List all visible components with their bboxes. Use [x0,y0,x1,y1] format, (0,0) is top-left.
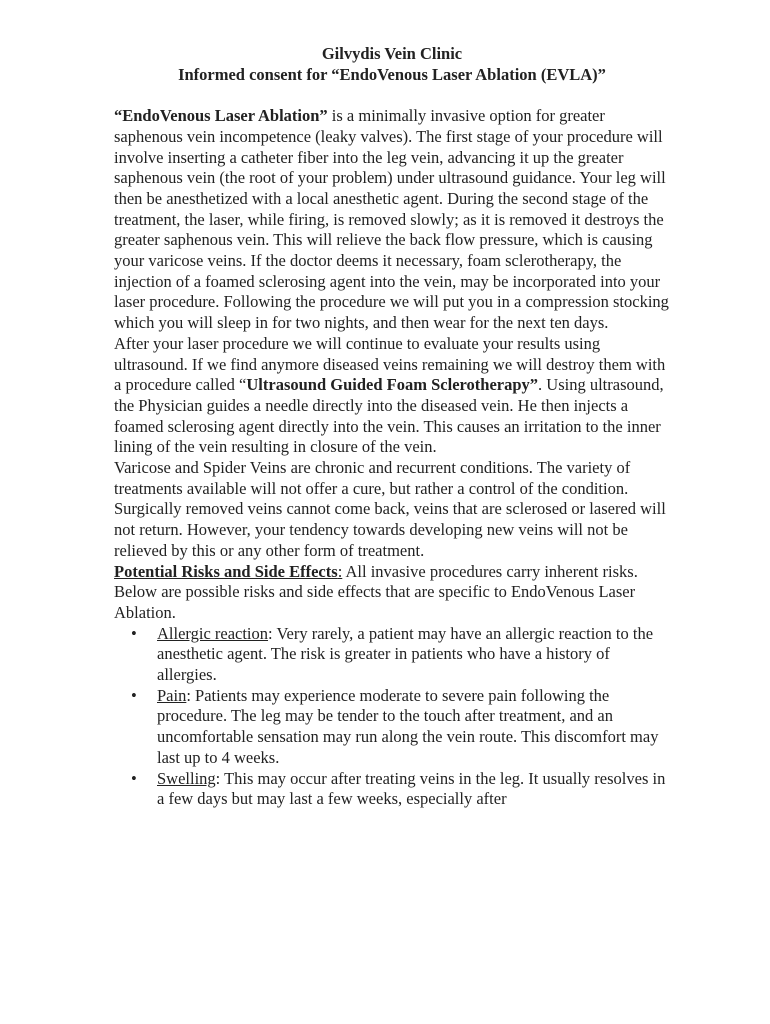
bullet-icon: • [131,685,137,705]
clinic-name: Gilvydis Vein Clinic [321,44,463,63]
risks-heading-colon: : [337,561,343,581]
intro-term: “EndoVenous Laser Ablation” [114,106,328,126]
followup-text-before: After your laser procedure we will continue to evaluate your results using ultrasound. If we find anymore diseased veins remaining we will destroy them with a procedure called “ [114,333,666,395]
list-item [131,685,670,769]
list-item [131,768,670,810]
risk-label: Pain [157,685,187,705]
followup-term: Ultrasound Guided Foam Sclerotherapy” [246,375,539,395]
risks-list [114,624,670,810]
risk-label: Swelling [157,768,216,788]
chronic-paragraph: Varicose and Spider Veins are chronic and recurrent conditions. The variety of treatments available will not offer a cure, but rather a control of the condition. Surgically removed veins cannot come back, veins that are sclerosed or lasered will not return. However, your tendency towards developing new veins will not be relieved by this or any other form of treatment. [114,458,666,560]
bullet-icon: • [131,768,137,788]
list-item [131,623,670,686]
risk-label: Allergic reaction [157,623,269,643]
risks-paragraph [114,562,670,624]
intro-text: is a minimally invasive option for greater saphenous vein incompetence (leaky valves). The first stage of your procedure will involve inserting a catheter fiber into the leg vein, advancing it up the greater saphenous vein (the root of your problem) under ultrasound guidance. Your leg will then be anesthetized with a local anesthetic agent. During the second stage of the treatment, the laser, while firing, is removed slowly; as it is removed it destroys the greater saphenous vein. This will relieve the back flow pressure, which is causing your varicose veins. If the doctor deems it necessary, foam sclerotherapy, the injection of a foamed sclerosing agent into the vein, may be incorporated into your laser procedure. Following the procedure we will put you in a compression stocking which you will sleep in for two nights, and then wear for the next ten days. [114,106,669,333]
risks-intro: All invasive procedures carry inherent risks. Below are possible risks and side effects that are specific to EndoVenous Laser Ablation. [114,561,638,622]
risk-text: : Very rarely, a patient may have an allergic reaction to the anesthetic agent. The risk is greater in patients who have a history of allergies. [157,623,654,685]
document-title: Informed consent for “EndoVenous Laser Ablation (EVLA)” [178,64,606,84]
bullet-icon: • [131,623,137,643]
followup-paragraph [114,334,670,458]
intro-paragraph [114,106,670,334]
risks-heading: Potential Risks and Side Effects [114,561,338,581]
followup-text-after: . Using ultrasound, the Physician guides a needle directly into the diseased vein. He then injects a foamed sclerosing agent directly into the vein. This causes an irritation to the inner lining of the vein resulting in closure of the vein. [114,375,664,457]
risk-text: : This may occur after treating veins in the leg. It usually resolves in a few days but may last a few weeks, especially after [157,768,666,809]
document-header [114,44,670,85]
risk-text: : Patients may experience moderate to severe pain following the procedure. The leg may be tender to the touch after treatment, and an uncomfortable sensation may run along the vein route. This discomfort may last up to 4 weeks. [157,685,659,767]
